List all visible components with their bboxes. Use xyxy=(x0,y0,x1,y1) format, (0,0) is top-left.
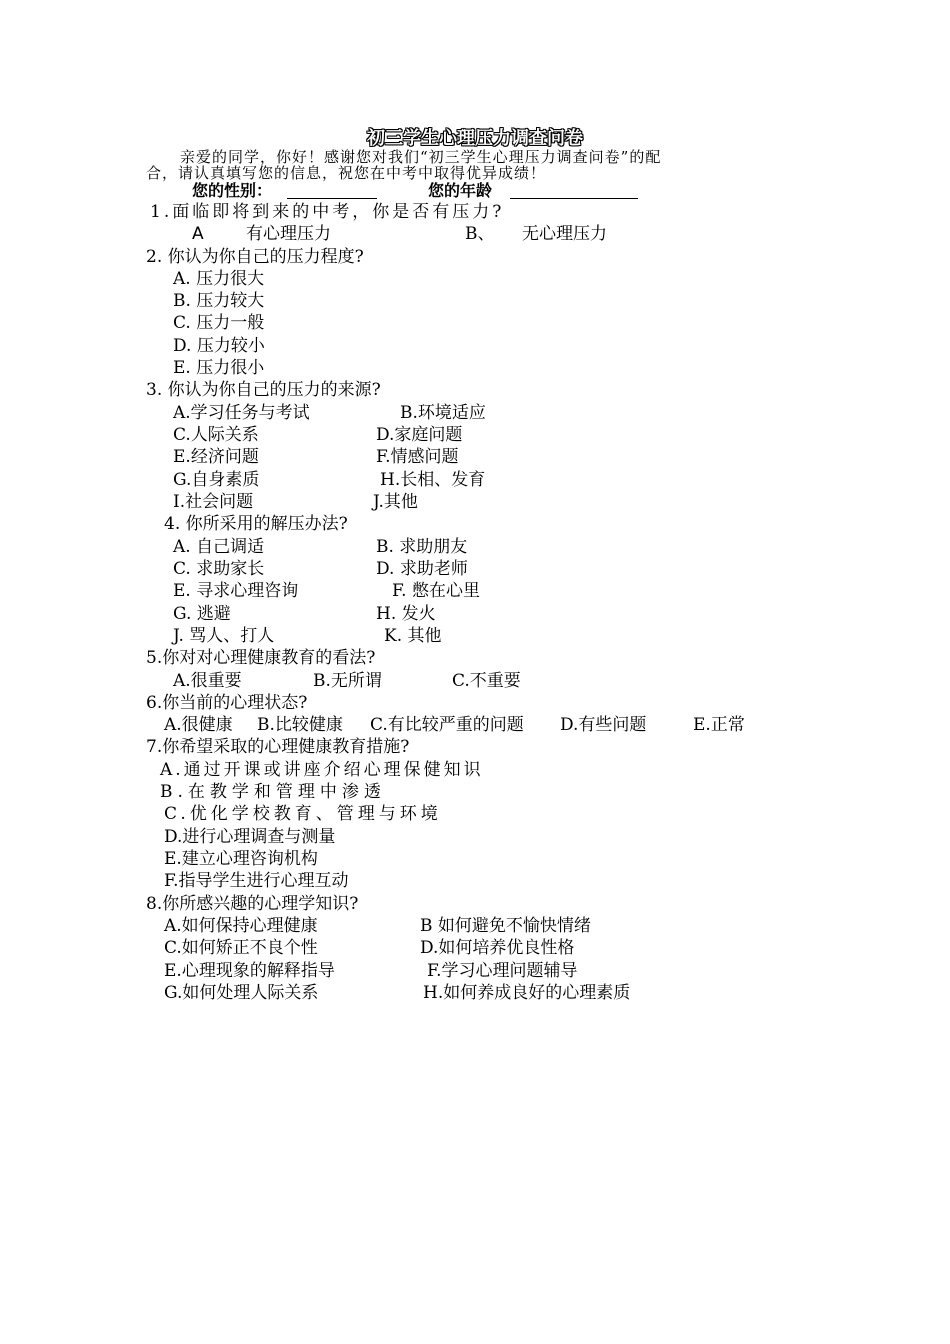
q7-option-b[interactable]: B.在教学和管理中渗透 xyxy=(160,782,386,802)
q3-option-e[interactable]: E.经济问题 xyxy=(173,447,259,467)
q2-option-c[interactable]: C. 压力一般 xyxy=(173,313,265,333)
q5-option-c[interactable]: C.不重要 xyxy=(452,671,521,691)
q4-option-j[interactable]: J. 骂人、打人 xyxy=(173,626,275,646)
q5-option-b[interactable]: B.无所谓 xyxy=(313,671,382,691)
gender-label: 您的性别： xyxy=(192,181,273,200)
q7-option-f[interactable]: F.指导学生进行心理互动 xyxy=(164,871,349,891)
q3-option-f[interactable]: F.情感问题 xyxy=(376,447,459,467)
q6-option-b[interactable]: B.比较健康 xyxy=(257,715,343,735)
q3-option-d[interactable]: D.家庭问题 xyxy=(376,425,463,445)
q3-option-a[interactable]: A.学习任务与考试 xyxy=(173,403,310,423)
q8-option-e[interactable]: E.心理现象的解释指导 xyxy=(164,961,335,981)
q7-option-e[interactable]: E.建立心理咨询机构 xyxy=(164,849,318,869)
q4-option-b[interactable]: B. 求助朋友 xyxy=(376,537,468,557)
q2-option-b[interactable]: B. 压力较大 xyxy=(173,291,265,311)
question-4-stem: 4. 你所采用的解压办法? xyxy=(164,514,348,534)
q4-option-a[interactable]: A. 自己调适 xyxy=(173,537,265,557)
q3-option-h[interactable]: H.长相、发育 xyxy=(380,470,486,490)
q4-option-h[interactable]: H. 发火 xyxy=(376,604,436,624)
question-5-stem: 5.你对对心理健康教育的看法? xyxy=(146,648,376,668)
intro-line-2: 合，请认真填写您的信息，祝您在中考中取得优异成绩！ xyxy=(146,164,547,182)
page-title: 初三学生心理压力调查问卷 xyxy=(367,128,583,149)
q4-option-g[interactable]: G. 逃避 xyxy=(173,604,231,624)
q2-option-e[interactable]: E. 压力很小 xyxy=(173,358,265,378)
q3-option-b[interactable]: B.环境适应 xyxy=(400,403,486,423)
q6-option-c[interactable]: C.有比较严重的问题 xyxy=(370,715,524,735)
q7-option-c[interactable]: C.优化学校教育、管理与环境 xyxy=(164,804,442,824)
question-6-stem: 6.你当前的心理状态? xyxy=(146,693,308,713)
question-1-stem: 1.面临即将到来的中考，你是否有压力? xyxy=(150,202,505,222)
q2-option-d[interactable]: D. 压力较小 xyxy=(173,336,265,356)
q8-option-h[interactable]: H.如何养成良好的心理素质 xyxy=(423,983,631,1003)
q4-option-d[interactable]: D. 求助老师 xyxy=(376,559,468,579)
q1-option-a-letter[interactable]: A xyxy=(192,224,204,244)
age-label: 您的年龄 xyxy=(428,181,493,200)
q2-option-a[interactable]: A. 压力很大 xyxy=(173,269,265,289)
q1-option-b-letter[interactable]: B、 xyxy=(465,224,495,244)
q6-option-d[interactable]: D.有些问题 xyxy=(560,715,647,735)
q4-option-c[interactable]: C. 求助家长 xyxy=(173,559,265,579)
q4-option-e[interactable]: E. 寻求心理咨询 xyxy=(173,581,299,601)
q3-option-g[interactable]: G.自身素质 xyxy=(173,470,260,490)
q8-option-g[interactable]: G.如何处理人际关系 xyxy=(164,983,319,1003)
q8-option-c[interactable]: C.如何矫正不良个性 xyxy=(164,938,318,958)
q6-option-a[interactable]: A.很健康 xyxy=(164,715,233,735)
q1-option-a-text[interactable]: 有心理压力 xyxy=(246,224,331,244)
question-3-stem: 3. 你认为你自己的压力的来源? xyxy=(146,380,381,400)
q8-option-f[interactable]: F.学习心理问题辅导 xyxy=(427,961,578,981)
q6-option-e[interactable]: E.正常 xyxy=(693,715,745,735)
q3-option-c[interactable]: C.人际关系 xyxy=(173,425,259,445)
intro-line-1: 亲爱的同学，你好！感谢您对我们“初三学生心理压力调查问卷”的配 xyxy=(180,148,662,166)
q7-option-d[interactable]: D.进行心理调查与测量 xyxy=(164,827,336,847)
q8-option-b[interactable]: B 如何避免不愉快情绪 xyxy=(420,916,591,936)
q1-option-b-text[interactable]: 无心理压力 xyxy=(522,224,607,244)
q3-option-i[interactable]: I.社会问题 xyxy=(173,492,254,512)
question-7-stem: 7.你希望采取的心理健康教育措施? xyxy=(146,737,410,757)
question-2-stem: 2. 你认为你自己的压力程度? xyxy=(146,247,364,267)
q5-option-a[interactable]: A.很重要 xyxy=(173,671,242,691)
q3-option-j[interactable]: J.其他 xyxy=(373,492,418,512)
q4-option-k[interactable]: K. 其他 xyxy=(384,626,442,646)
age-input-line[interactable] xyxy=(510,198,638,199)
question-8-stem: 8.你所感兴趣的心理学知识? xyxy=(146,894,359,914)
q7-option-a[interactable]: A.通过开课或讲座介绍心理保健知识 xyxy=(160,760,484,780)
q8-option-d[interactable]: D.如何培养优良性格 xyxy=(420,938,575,958)
gender-input-line[interactable] xyxy=(287,198,377,199)
q4-option-f[interactable]: F. 憋在心里 xyxy=(392,581,480,601)
q8-option-a[interactable]: A.如何保持心理健康 xyxy=(164,916,318,936)
